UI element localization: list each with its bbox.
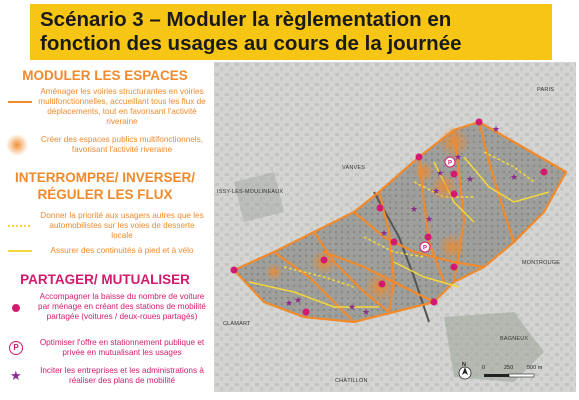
- svg-text:★: ★: [435, 169, 445, 179]
- svg-text:★: ★: [361, 308, 371, 318]
- north-arrow-icon: [459, 367, 471, 379]
- legend-item-stations-mobilite: Accompagner la baisse du nombre de voiture par ménage en créant des stations de mobilité partagée (voitures / deux-roues partagés): [38, 292, 206, 321]
- place-label-paris: PARIS: [537, 87, 555, 93]
- svg-text:★: ★: [293, 296, 303, 306]
- svg-text:★: ★: [431, 187, 441, 197]
- svg-text:★: ★: [424, 215, 434, 225]
- title-line-1: Scénario 3 – Moduler la règlementation en: [40, 8, 452, 31]
- legend-item-priorite-usagers: Donner la priorité aux usagers autres que les automobilistes sur les voies de desserte locale: [40, 211, 204, 240]
- legend-section-partager-title: PARTAGER/ MUTUALISER: [20, 272, 190, 287]
- svg-text:★: ★: [453, 153, 463, 163]
- scale-label-250: 250: [504, 365, 514, 371]
- scale-label-0: 0: [482, 365, 486, 371]
- orange-glow-icon: [6, 134, 28, 156]
- yellow-dotted-line-icon: [6, 224, 34, 228]
- title-banner: [30, 4, 552, 60]
- star-icon: ★: [10, 368, 22, 383]
- legend-item-espaces-publics: Créer des espaces publics multifonctionnels, favorisant l'activité riveraine: [40, 135, 203, 154]
- parking-icon: P: [9, 341, 23, 355]
- svg-text:★: ★: [409, 205, 419, 215]
- legend-item-voiries-multifonctionnelles: Aménager les voiries structurantes en voiries multifonctionnelles, accueillant tous les flux de déplacements, tout en favorisant l'activité riveraine: [38, 87, 206, 126]
- svg-text:★: ★: [491, 125, 501, 135]
- place-label-clamart: CLAMART: [223, 321, 251, 327]
- svg-text:★: ★: [379, 229, 389, 239]
- legend-section-interrompre-title-2: RÉGULER LES FLUX: [37, 187, 173, 202]
- yellow-line-icon: [6, 249, 34, 253]
- svg-text:★: ★: [509, 173, 519, 183]
- svg-text:★: ★: [465, 175, 475, 185]
- north-label: N: [462, 362, 466, 368]
- svg-text:P: P: [447, 160, 453, 167]
- map: [214, 62, 576, 392]
- scale-label-500: 500 m: [527, 365, 543, 371]
- place-label-issy: ISSY-LES-MOULINEAUX: [217, 189, 284, 195]
- place-label-vanves: VANVES: [342, 165, 366, 171]
- title-line-2: fonction des usages au cours de la journée: [40, 32, 462, 55]
- place-label-chatillon: CHÂTILLON: [335, 378, 368, 384]
- place-label-montrouge: MONTROUGE: [522, 260, 561, 266]
- place-label-bagneux: BAGNEUX: [500, 336, 529, 342]
- map-graphic: [214, 62, 576, 392]
- svg-text:P: P: [422, 245, 428, 252]
- legend-item-continuites: Assurer des continuités à pied et à vélo: [50, 246, 194, 255]
- legend-section-moduler-title: MODULER LES ESPACES: [22, 68, 188, 83]
- legend-item-plans-mobilite: Inciter les entreprises et les administrations à réaliser des plans de mobilité: [40, 366, 204, 385]
- orange-line-icon: [6, 100, 34, 104]
- legend-item-stationnement: Optimiser l'offre en stationnement publique et privée en mutualisant les usages: [39, 338, 205, 357]
- svg-text:★: ★: [347, 303, 357, 313]
- legend-panel: [0, 66, 210, 400]
- magenta-dot-icon: [11, 303, 21, 313]
- svg-text:★: ★: [284, 299, 294, 309]
- scale-bar: [484, 374, 534, 377]
- legend-section-interrompre-title-1: INTERROMPRE/ INVERSER/: [14, 170, 196, 185]
